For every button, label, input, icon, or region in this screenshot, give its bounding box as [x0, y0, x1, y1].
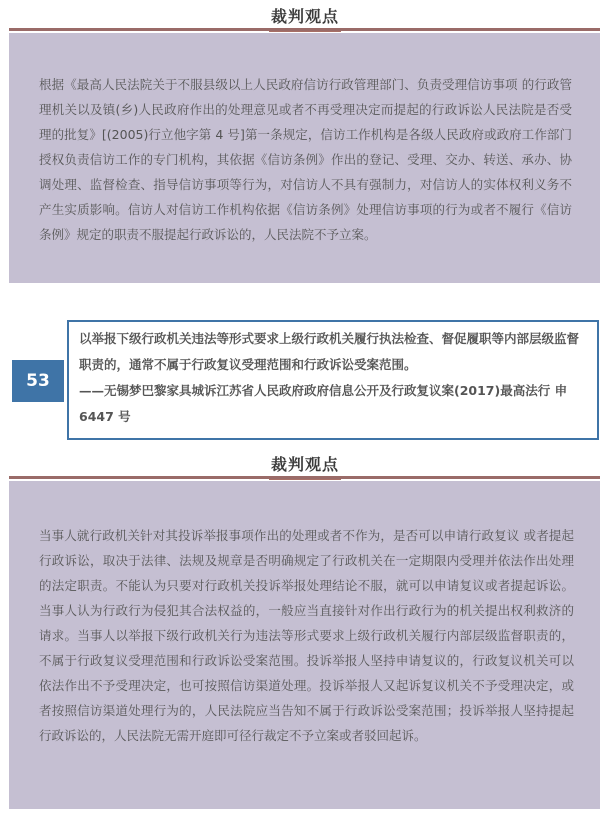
judgment-opinion-box [9, 33, 600, 283]
divider [9, 476, 600, 479]
case-summary-box [67, 320, 599, 440]
section-heading-text: 裁判观点 [270, 7, 339, 26]
judgment-opinion-text: 当事人就行政机关针对其投诉举报事项作出的处理或者不作为，是否可以申请行政复议 或者提起行政诉讼，取决于法律、法规及规章是否明确规定了行政机关在一定期限内受理并依法作出处理的法定职责。不能认为只要对行政机关投诉举报处理结论不服，就可以申请复议或者提起诉讼。当事人认为行政行为侵犯其合法权益的，一般应当直接针对作出行政行为的机关提出权利救济的请求。当事人以举报下级行政机关行为违法等形式要求上级行政机关履行内部层级监督职责的，不属于行政复议受理范围和行政诉讼受案范围。投诉举报人坚持申请复议的，行政复议机关可以依法作出不予受理决定，也可按照信访渠道处理。投诉举报人又起诉复议机关不予受理决定，或者按照信访渠道处理行为的，人民法院应当告知不属于行政诉讼受案范围；投诉举报人坚持提起行政诉讼的，人民法院无需开庭即可径行裁定不予立案或者驳回起诉。 [39, 528, 574, 743]
section-heading-text: 裁判观点 [270, 455, 339, 474]
section-heading [0, 4, 610, 27]
case-number-badge [12, 360, 64, 402]
divider [9, 28, 600, 31]
judgment-opinion-box [9, 481, 600, 809]
case-citation: ——无锡梦巴黎家具城诉江苏省人民政府政府信息公开及行政复议案(2017)最高法行 申 6447 号 [79, 383, 568, 424]
case-number: 53 [26, 371, 50, 391]
judgment-opinion-text: 根据《最高人民法院关于不服县级以上人民政府信访行政管理部门、负责受理信访事项 的行政管理机关以及镇(乡)人民政府作出的处理意见或者不再受理决定而提起的行政诉讼人民法院是否受理的批复》[(2005)行立他字第 4 号]第一条规定，信访工作机构是各级人民政府或政府工作部门授权负责信访工作的专门机构，其依据《信访条例》作出的登记、受理、交办、转送、承办、协调处理、监督检查、指导信访事项等行为，对信访人不具有强制力，对信访人的实体权利义务不产生实质影响。信访人对信访工作机构依据《信访条例》处理信访事项的行为或者不履行《信访条例》规定的职责不服提起行政诉讼的，人民法院不予立案。 [39, 77, 572, 242]
case-summary-text: 以举报下级行政机关违法等形式要求上级行政机关履行执法检查、督促履职等内部层级监督职责的，通常不属于行政复议受理范围和行政诉讼受案范围。 [79, 331, 580, 372]
section-heading [0, 452, 610, 475]
